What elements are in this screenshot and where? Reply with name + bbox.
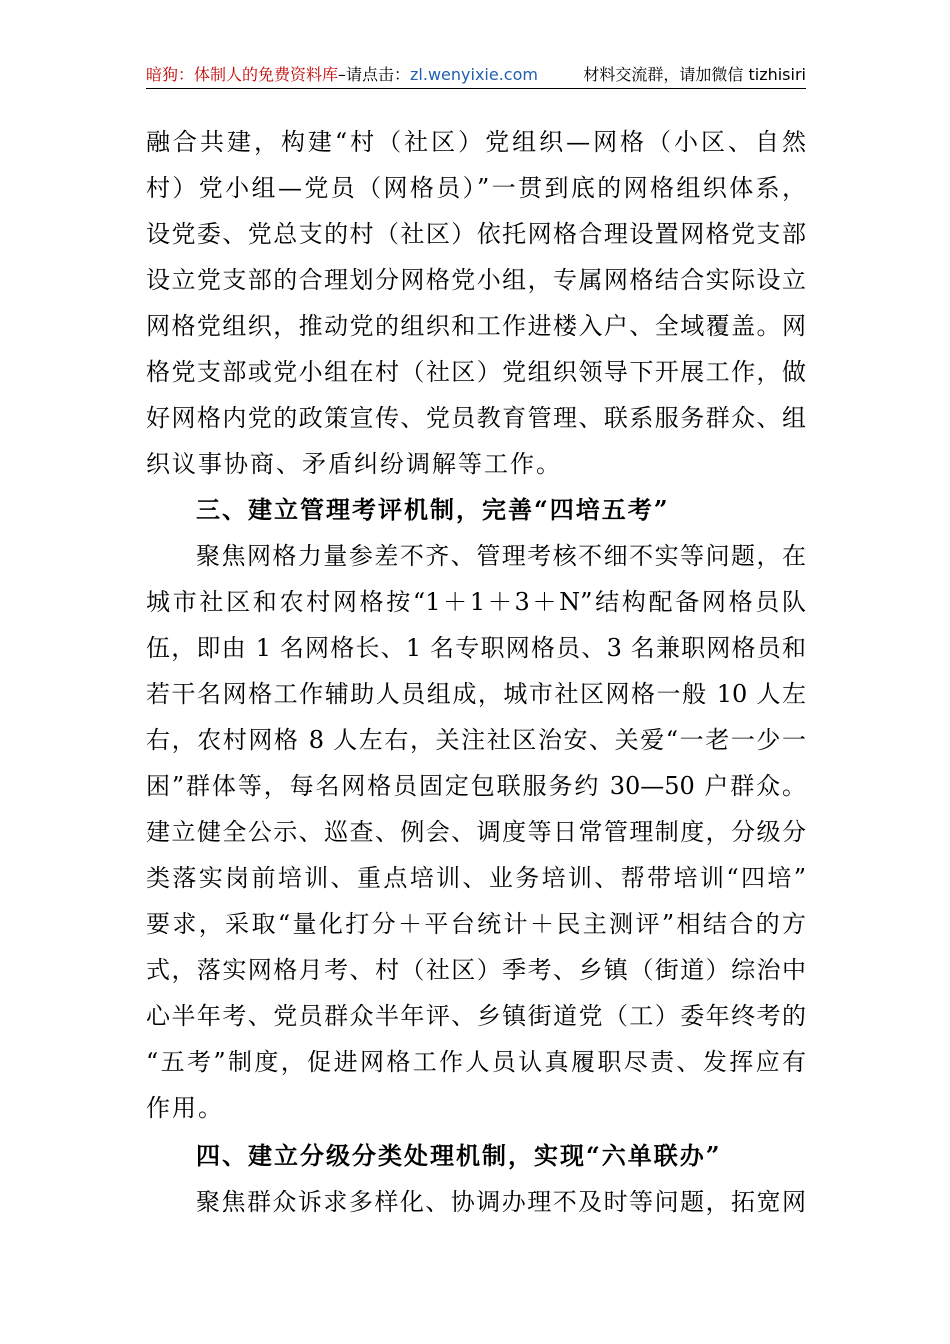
body-line: 城市社区和农村网格按“1＋1＋3＋N”结构配备网格员队 (146, 588, 806, 616)
body-line: 伍，即由 1 名网格长、1 名专职网格员、3 名兼职网格员和 (146, 634, 806, 662)
body-line: “五考”制度，促进网格工作人员认真履职尽责、发挥应有 (146, 1048, 806, 1076)
header-promo: 暗狗：体制人的免费资料库 (146, 65, 339, 84)
page-header (146, 62, 806, 89)
body-line: 融合共建，构建“村（社区）党组织—网格（小区、自然 (146, 128, 806, 156)
body-line: 若干名网格工作辅助人员组成，城市社区网格一般 10 人左 (146, 680, 806, 708)
body-line: 格党支部或党小组在村（社区）党组织领导下开展工作，做 (146, 358, 806, 386)
body-line: 织议事协商、矛盾纠纷调解等工作。 (146, 450, 562, 478)
body-line: 聚焦群众诉求多样化、协调办理不及时等问题，拓宽网 (196, 1188, 806, 1216)
body-line: 设党委、党总支的村（社区）依托网格合理设置网格党支部 (146, 220, 806, 248)
body-line: 困”群体等，每名网格员固定包联服务约 30—50 户群众。 (146, 772, 806, 800)
body-line: 网格党组织，推动党的组织和工作进楼入户、全域覆盖。网 (146, 312, 806, 340)
body-line: 作用。 (146, 1094, 224, 1122)
body-line: 要求，采取“量化打分＋平台统计＋民主测评”相结合的方 (146, 910, 806, 938)
body-line: 类落实岗前培训、重点培训、业务培训、帮带培训“四培” (146, 864, 806, 892)
body-line: 聚焦网格力量参差不齐、管理考核不细不实等问题，在 (196, 542, 806, 570)
body-line: 式，落实网格月考、村（社区）季考、乡镇（街道）综治中 (146, 956, 806, 984)
body-line: 右，农村网格 8 人左右，关注社区治安、关爱“一老一少一 (146, 726, 806, 754)
body-line: 村）党小组—党员（网格员）”一贯到底的网格组织体系， (146, 174, 806, 202)
section-heading-4: 四、建立分级分类处理机制，实现“六单联办” (196, 1141, 722, 1170)
header-click-text: –请点击： (338, 65, 411, 84)
header-url-link[interactable]: zl.wenyixie.com (410, 65, 538, 84)
section-heading-3: 三、建立管理考评机制，完善“四培五考” (196, 495, 670, 524)
body-line: 建立健全公示、巡查、例会、调度等日常管理制度，分级分 (146, 818, 806, 846)
body-line: 好网格内党的政策宣传、党员教育管理、联系服务群众、组 (146, 404, 806, 432)
header-contact: 材料交流群，请加微信 tizhisiri (583, 65, 806, 84)
body-line: 设立党支部的合理划分网格党小组，专属网格结合实际设立 (146, 266, 806, 294)
body-line: 心半年考、党员群众半年评、乡镇街道党（工）委年终考的 (146, 1002, 806, 1030)
